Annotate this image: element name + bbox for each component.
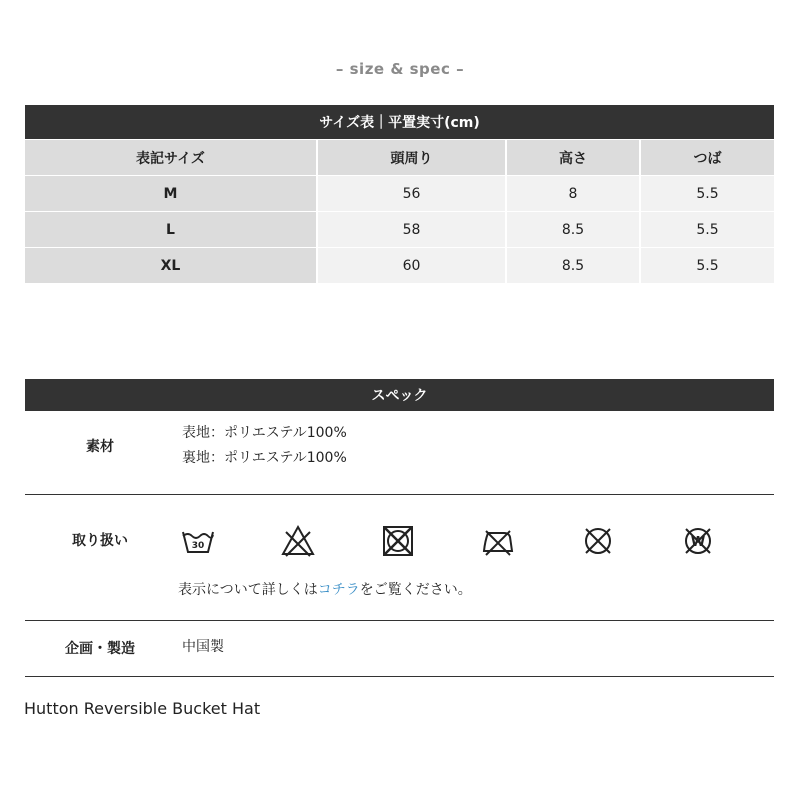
care-note-text: 表示について詳しくは <box>178 582 318 598</box>
height-value: 8.5 <box>507 212 641 247</box>
size-label: XL <box>25 248 318 283</box>
no-iron-icon <box>480 523 516 559</box>
origin-row <box>25 638 774 658</box>
no-wet-clean-icon <box>680 523 716 559</box>
care-note-suffix: をご覧ください。 <box>359 582 472 598</box>
brim-value: 5.5 <box>641 212 774 247</box>
lining-material: 裏地：ポリエステル100% <box>182 450 347 466</box>
header-size-label: 表記サイズ <box>25 140 318 175</box>
height-value: 8.5 <box>507 248 641 283</box>
size-label: M <box>25 176 318 211</box>
head-circumference-value: 60 <box>318 248 507 283</box>
care-icons <box>180 523 716 559</box>
size-table-header-row <box>25 140 774 175</box>
svg-text:W: W <box>690 535 706 550</box>
head-circumference-value: 58 <box>318 212 507 247</box>
origin-label: 企画・製造 <box>65 641 135 657</box>
table-row <box>25 248 774 283</box>
section-title: – size & spec – <box>335 60 465 78</box>
material-row <box>25 423 774 483</box>
size-label: L <box>25 212 318 247</box>
header-brim: つば <box>641 140 774 175</box>
material-label: 素材 <box>86 439 114 455</box>
brim-value: 5.5 <box>641 248 774 283</box>
product-name: Hutton Reversible Bucket Hat <box>24 699 261 718</box>
no-dry-clean-icon <box>580 523 616 559</box>
height-value: 8 <box>507 176 641 211</box>
no-tumble-dry-icon <box>380 523 416 559</box>
divider <box>25 620 774 621</box>
size-table <box>25 105 774 283</box>
table-row <box>25 212 774 247</box>
material-value <box>182 421 347 471</box>
no-bleach-icon <box>280 523 316 559</box>
care-label: 取り扱い <box>72 533 128 549</box>
outer-material: 表地：ポリエステル100% <box>182 425 347 441</box>
brim-value: 5.5 <box>641 176 774 211</box>
divider <box>25 494 774 495</box>
spec-title: スペック <box>25 379 774 411</box>
care-note <box>178 579 472 599</box>
size-table-title: サイズ表｜平置実寸(cm) <box>25 105 774 139</box>
head-circumference-value: 56 <box>318 176 507 211</box>
header-height: 高さ <box>507 140 641 175</box>
svg-text:30: 30 <box>191 541 205 551</box>
care-details-link[interactable]: コチラ <box>317 582 360 598</box>
divider <box>25 676 774 677</box>
wash-30-icon <box>180 523 216 559</box>
table-row <box>25 176 774 211</box>
header-head-circumference: 頭周り <box>318 140 507 175</box>
origin-value: 中国製 <box>182 639 224 655</box>
